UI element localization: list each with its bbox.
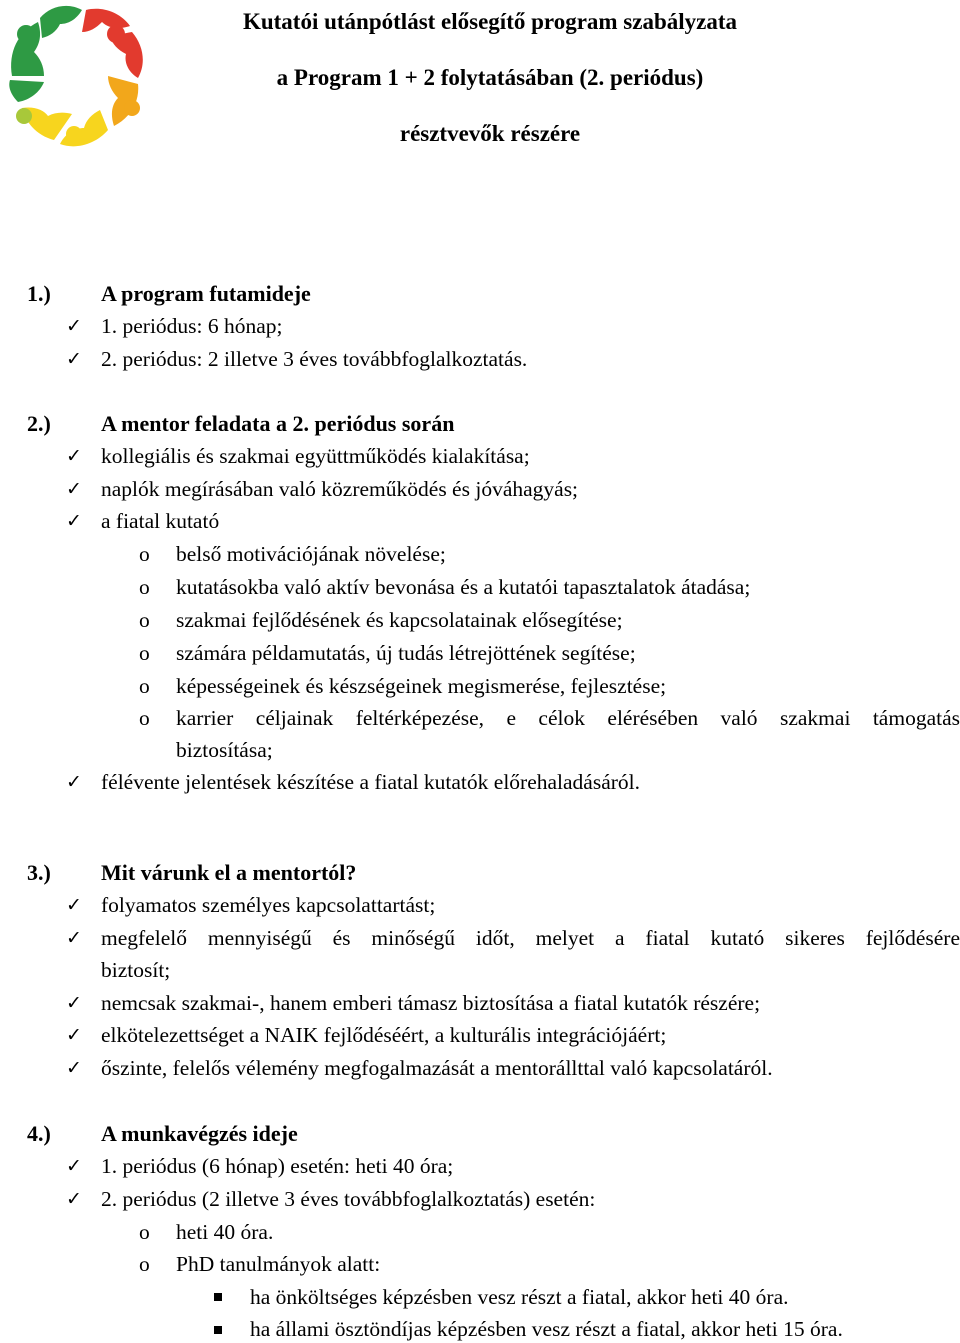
list-item: 2. periódus (2 illetve 3 éves továbbfoglalkoztatás) esetén: xyxy=(101,1187,596,1211)
sub-list-item: PhD tanulmányok alatt: xyxy=(176,1252,381,1276)
document-title-line-2: a Program 1 + 2 folytatásában (2. periódus) xyxy=(276,65,704,90)
checkmark-icon: ✓ xyxy=(66,771,82,793)
square-bullet-icon xyxy=(214,1326,222,1334)
sub-list-item: képességeinek és készségeinek megismerése, fejlesztése; xyxy=(176,674,667,698)
logo-figure-head-lime xyxy=(16,108,32,124)
sub-list-item: szakmai fejlődésének és kapcsolatainak elősegítése; xyxy=(176,608,623,632)
list-item-continuation: biztosít; xyxy=(101,958,171,982)
list-item: kollegiális és szakmai együttműködés kialakítása; xyxy=(101,444,530,468)
list-item: a fiatal kutató xyxy=(101,509,220,533)
logo-figure-head-yellow xyxy=(66,126,82,142)
list-item: 2. periódus: 2 illetve 3 éves továbbfoglalkoztatás. xyxy=(101,347,528,371)
sub-list-item: belső motivációjának növelése; xyxy=(176,542,446,566)
section-2-heading: A mentor feladata a 2. periódus során xyxy=(101,411,455,436)
section-4-heading: A munkavégzés ideje xyxy=(101,1121,298,1146)
list-item: félévente jelentések készítése a fiatal kutatók előrehaladásáról. xyxy=(101,770,641,794)
logo-figure-head-red xyxy=(107,25,125,43)
checkmark-icon: ✓ xyxy=(66,927,82,949)
sub-list-item: heti 40 óra. xyxy=(176,1220,274,1244)
checkmark-icon: ✓ xyxy=(66,348,82,370)
checkmark-icon: ✓ xyxy=(66,1024,82,1046)
circle-bullet-icon: o xyxy=(139,706,150,730)
checkmark-icon: ✓ xyxy=(66,445,82,467)
checkmark-icon: ✓ xyxy=(66,1057,82,1079)
circle-bullet-icon: o xyxy=(139,608,150,632)
sub-list-item: számára példamutatás, új tudás létrejöttének segítése; xyxy=(176,641,636,665)
checkmark-icon: ✓ xyxy=(66,1188,82,1210)
checkmark-icon: ✓ xyxy=(66,315,82,337)
section-1-heading: A program futamideje xyxy=(101,281,311,306)
list-item: nemcsak szakmai-, hanem emberi támasz biztosítása a fiatal kutatók részére; xyxy=(101,991,761,1015)
section-2-number: 2.) xyxy=(27,411,51,436)
list-item: őszinte, felelős vélemény megfogalmazását a mentorállttal való kapcsolatáról. xyxy=(101,1056,773,1080)
square-bullet-icon xyxy=(214,1293,222,1301)
sub-list-item-continuation: biztosítása; xyxy=(176,738,273,762)
circle-bullet-icon: o xyxy=(139,1252,150,1276)
list-item: folyamatos személyes kapcsolattartást; xyxy=(101,893,436,917)
circle-bullet-icon: o xyxy=(139,575,150,599)
circle-bullet-icon: o xyxy=(139,542,150,566)
list-item: 1. periódus (6 hónap) esetén: heti 40 óra; xyxy=(101,1154,454,1178)
checkmark-icon: ✓ xyxy=(66,478,82,500)
logo-figure-head-orange xyxy=(124,100,140,116)
checkmark-icon: ✓ xyxy=(66,992,82,1014)
sub-list-item: kutatásokba való aktív bevonása és a kutatói tapasztalatok átadása; xyxy=(176,575,751,599)
document-title-line-3: résztvevők részére xyxy=(399,121,581,146)
sub-sub-list-item: ha állami ösztöndíjas képzésben vesz részt a fiatal, akkor heti 15 óra. xyxy=(250,1317,843,1341)
logo-figure-head-green xyxy=(17,25,35,43)
section-4-number: 4.) xyxy=(27,1121,51,1146)
circle-bullet-icon: o xyxy=(139,674,150,698)
section-3-heading: Mit várunk el a mentortól? xyxy=(101,860,357,885)
document-title-line-1: Kutatói utánpótlást elősegítő program szabályzata xyxy=(242,9,738,34)
list-item: naplók megírásában való közreműködés és jóváhagyás; xyxy=(101,477,579,501)
circle-bullet-icon: o xyxy=(139,641,150,665)
list-item: megfelelő mennyiségű és minőségű időt, melyet a fiatal kutató sikeres fejlődésére xyxy=(101,926,960,950)
circle-bullet-icon: o xyxy=(139,1220,150,1244)
section-1-number: 1.) xyxy=(27,281,51,306)
section-3-number: 3.) xyxy=(27,860,51,885)
checkmark-icon: ✓ xyxy=(66,510,82,532)
organization-logo xyxy=(4,4,146,150)
list-item: elkötelezettséget a NAIK fejlődéséért, a kulturális integrációjáért; xyxy=(101,1023,667,1047)
checkmark-icon: ✓ xyxy=(66,1155,82,1177)
list-item: 1. periódus: 6 hónap; xyxy=(101,314,283,338)
sub-sub-list-item: ha önköltséges képzésben vesz részt a fiatal, akkor heti 40 óra. xyxy=(250,1285,789,1309)
sub-list-item: karrier céljainak feltérképezése, e célok elérésében való szakmai támogatás xyxy=(176,706,960,730)
checkmark-icon: ✓ xyxy=(66,894,82,916)
